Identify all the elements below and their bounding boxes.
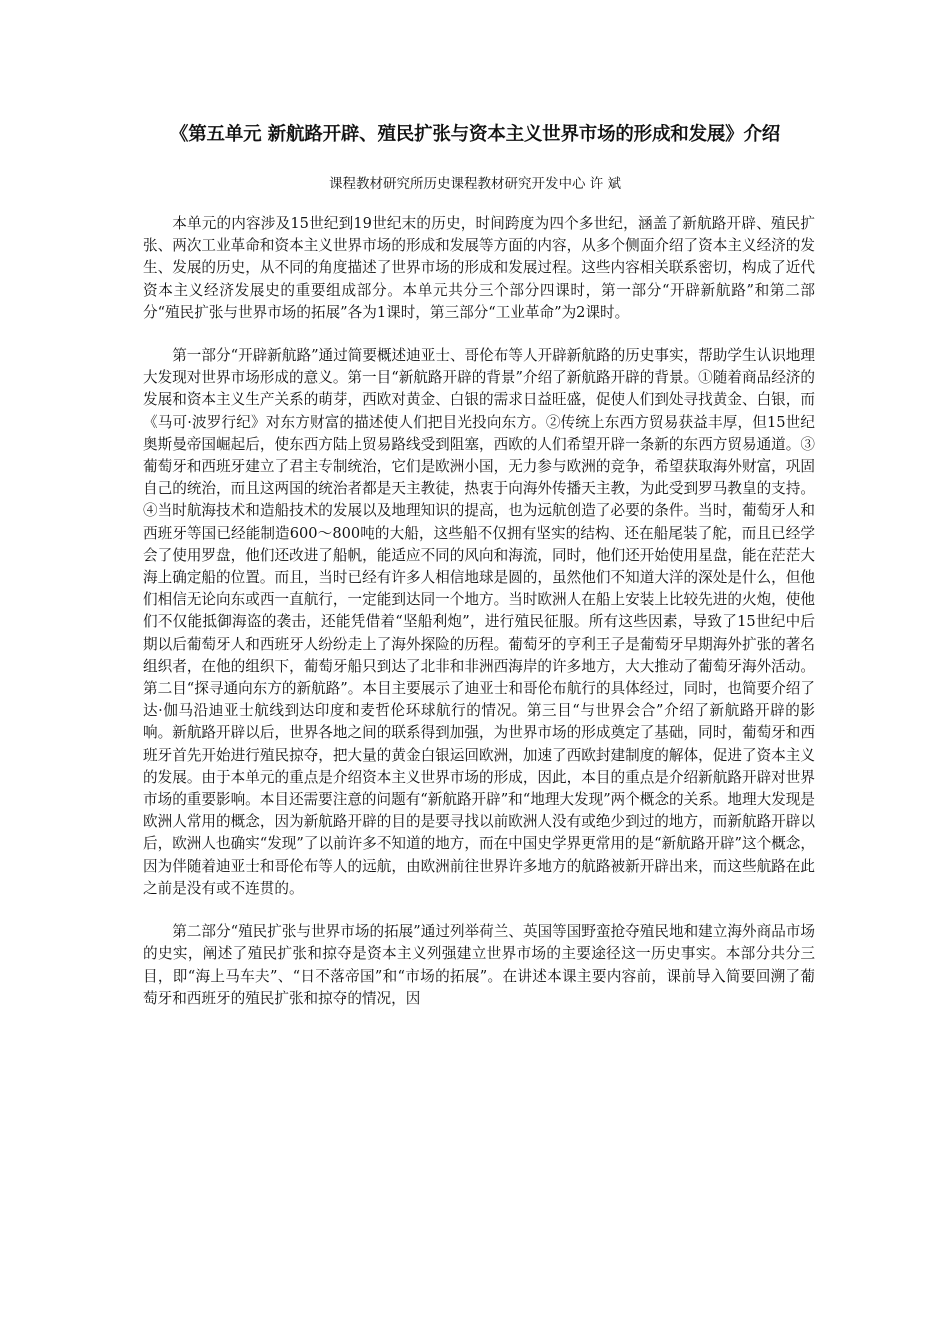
document-title: 《第五单元 新航路开辟、殖民扩张与资本主义世界市场的形成和发展》介绍 [169, 124, 781, 145]
author-line: 课程教材研究所历史课程教材研究开发中心 许 斌 [328, 176, 622, 192]
paragraph-intro: 本单元的内容涉及15世纪到19世纪末的历史，时间跨度为四个多世纪，涵盖了新航路开辟、殖民扩张、两次工业革命和资本主义世界市场的形成和发展等方面的内容，从多个侧面介绍了资本主义经济的发生、发展的历史，从不同的角度描述了世界市场的形成和发展过程。这些内容相关联系密切，构成了近代资本主义经济发展史的重要组成部分。本单元共分三个部分四课时，第一部分“开辟新航路”和第二部分“殖民扩张与世界市场的拓展”各为1课时，第三部分“工业革命”为2课时。 [143, 215, 815, 321]
document-body [143, 213, 815, 1031]
paragraph-part-one: 第一部分“开辟新航路”通过简要概述迪亚士、哥伦布等人开辟新航路的历史事实，帮助学生认识地理大发现对世界市场形成的意义。第一目“新航路开辟的背景”介绍了新航路开辟的背景。①随着商品经济的发展和资本主义生产关系的萌芽，西欧对黄金、白银的需求日益旺盛，促使人们到处寻找黄金、白银，而《马可·波罗行纪》对东方财富的描述使人们把目光投向东方。②传统上东西方贸易获益丰厚，但15世纪奥斯曼帝国崛起后，使东西方陆上贸易路线受到阻塞，西欧的人们希望开辟一条新的东西方贸易通道。③葡萄牙和西班牙建立了君主专制统治，它们是欧洲小国，无力参与欧洲的竞争，希望获取海外财富，巩固自己的统治，而且这两国的统治者都是天主教徒，热衷于向海外传播天主教，为此受到罗马教皇的支持。④当时航海技术和造船技术的发展以及地理知识的提高，也为远航创造了必要的条件。当时，葡萄牙人和西班牙等国已经能制造600～800吨的大船，这些船不仅拥有坚实的结构、还在船尾装了舵，而且已经学会了使用罗盘，他们还改进了船帆，能适应不同的风向和海流，同时，他们还开始使用星盘，能在茫茫大海上确定船的位置。而且，当时已经有许多人相信地球是圆的，虽然他们不知道大洋的深处是什么，但他们相信无论向东或西一直航行，一定能到达同一个地方。当时欧洲人在船上安装上比较先进的火炮，使他们不仅能抵御海盗的袭击，还能凭借着“坚船利炮”，进行殖民征服。所有这些因素，导致了15世纪中后期以后葡萄牙人和西班牙人纷纷走上了海外探险的历程。葡萄牙的亨利王子是葡萄牙早期海外扩张的著名组织者，在他的组织下，葡萄牙船只到达了北非和非洲西海岸的许多地方，大大推动了葡萄牙海外活动。第二目“探寻通向东方的新航路”。本目主要展示了迪亚士和哥伦布航行的具体经过，同时，也简要介绍了达·伽马沿迪亚士航线到达印度和麦哲伦环球航行的情况。第三目“与世界会合”介绍了新航路开辟的影响。新航路开辟以后，世界各地之间的联系得到加强，为世界市场的形成奠定了基础，同时，葡萄牙和西班牙首先开始进行殖民掠夺，把大量的黄金白银运回欧洲，加速了西欧封建制度的解体，促进了资本主义的发展。由于本单元的重点是介绍资本主义世界市场的形成，因此，本目的重点是介绍新航路开辟对世界市场的重要影响。本目还需要注意的问题有“新航路开辟”和“地理大发现”两个概念的关系。地理大发现是欧洲人常用的概念，因为新航路开辟的目的是要寻找以前欧洲人没有或绝少到过的地方，而新航路开辟以后，欧洲人也确实“发现”了以前许多不知道的地方，而在中国史学界更常用的是“新航路开辟”这个概念，因为伴随着迪亚士和哥伦布等人的远航，由欧洲前往世界许多地方的航路被新开辟出来，而这些航路在此之前是没有或不连贯的。 [143, 347, 815, 897]
paragraph-part-two: 第二部分“殖民扩张与世界市场的拓展”通过列举荷兰、英国等国野蛮抢夺殖民地和建立海外商品市场的史实，阐述了殖民扩张和掠夺是资本主义列强建立世界市场的主要途径这一历史事实。本部分共分三目，即“海上马车夫”、“日不落帝国”和“市场的拓展”。在讲述本课主要内容前，课前导入简要回溯了葡萄牙和西班牙的殖民扩张和掠夺的情况，因 [143, 923, 815, 1007]
